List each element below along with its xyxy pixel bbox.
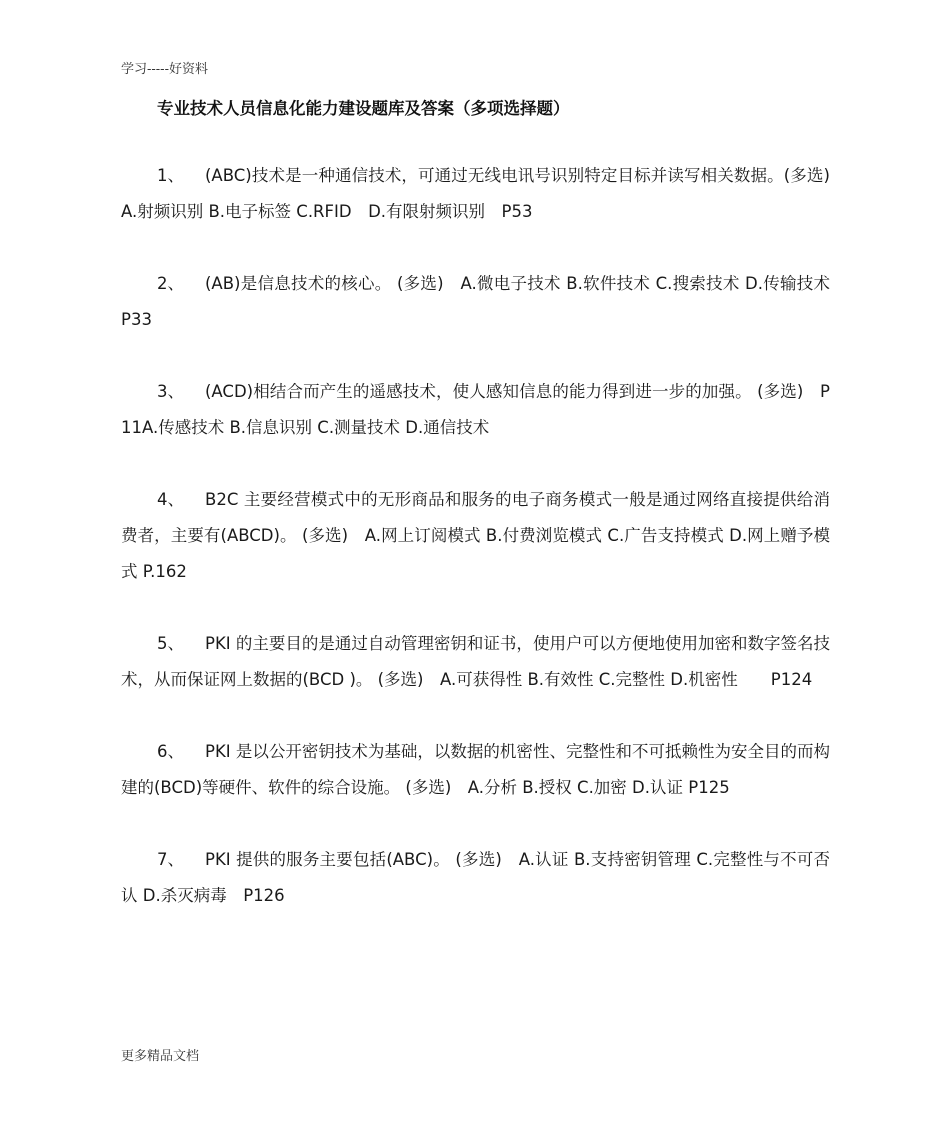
question-2 — [121, 266, 852, 338]
footer-note: 更多精品文档 — [121, 1049, 200, 1064]
question-number: 3、 — [157, 382, 184, 401]
question-text: B2C 主要经营模式中的无形商品和服务的电子商务模式一般是通过网络直接提供给消费者，主要有(ABCD)。 (多选) A.网上订阅模式 B.付费浏览模式 C.广告支持模式 D.网上赠予模式 P.162 — [121, 490, 830, 581]
question-1 — [121, 158, 847, 230]
question-6 — [121, 734, 830, 806]
question-text: (AB)是信息技术的核心。 (多选) A.微电子技术 B.软件技术 C.搜索技术 D.传输技术 P33 — [121, 274, 852, 329]
question-number: 2、 — [157, 274, 184, 293]
question-list — [121, 158, 852, 950]
header-note: 学习-----好资料 — [121, 62, 208, 77]
question-number: 7、 — [157, 850, 184, 869]
question-3 — [121, 374, 830, 446]
question-text: (ABC)技术是一种通信技术，可通过无线电讯号识别特定目标并读写相关数据。(多选) A.射频识别 B.电子标签 C.RFID D.有限射频识别 P53 — [121, 166, 847, 221]
question-number: 1、 — [157, 166, 184, 185]
question-number: 5、 — [157, 634, 184, 653]
question-text: PKI 的主要目的是通过自动管理密钥和证书，使用户可以方便地使用加密和数字签名技术，从而保证网上数据的(BCD )。 (多选) A.可获得性 B.有效性 C.完整性 D.机密性 P124 — [121, 634, 830, 689]
question-text: PKI 是以公开密钥技术为基础，以数据的机密性、完整性和不可抵赖性为安全目的而构建的(BCD)等硬件、软件的综合设施。 (多选) A.分析 B.授权 C.加密 D.认证 P125 — [121, 742, 830, 797]
document-title: 专业技术人员信息化能力建设题库及答案（多项选择题） — [157, 99, 570, 118]
question-number: 4、 — [157, 490, 184, 509]
question-text: (ACD)相结合而产生的遥感技术，使人感知信息的能力得到进一步的加强。 (多选) P11A.传感技术 B.信息识别 C.测量技术 D.通信技术 — [121, 382, 830, 437]
question-text: PKI 提供的服务主要包括(ABC)。 (多选) A.认证 B.支持密钥管理 C.完整性与不可否认 D.杀灭病毒 P126 — [121, 850, 830, 905]
question-5 — [121, 626, 830, 698]
question-4 — [121, 482, 830, 590]
question-number: 6、 — [157, 742, 184, 761]
question-7 — [121, 842, 830, 914]
